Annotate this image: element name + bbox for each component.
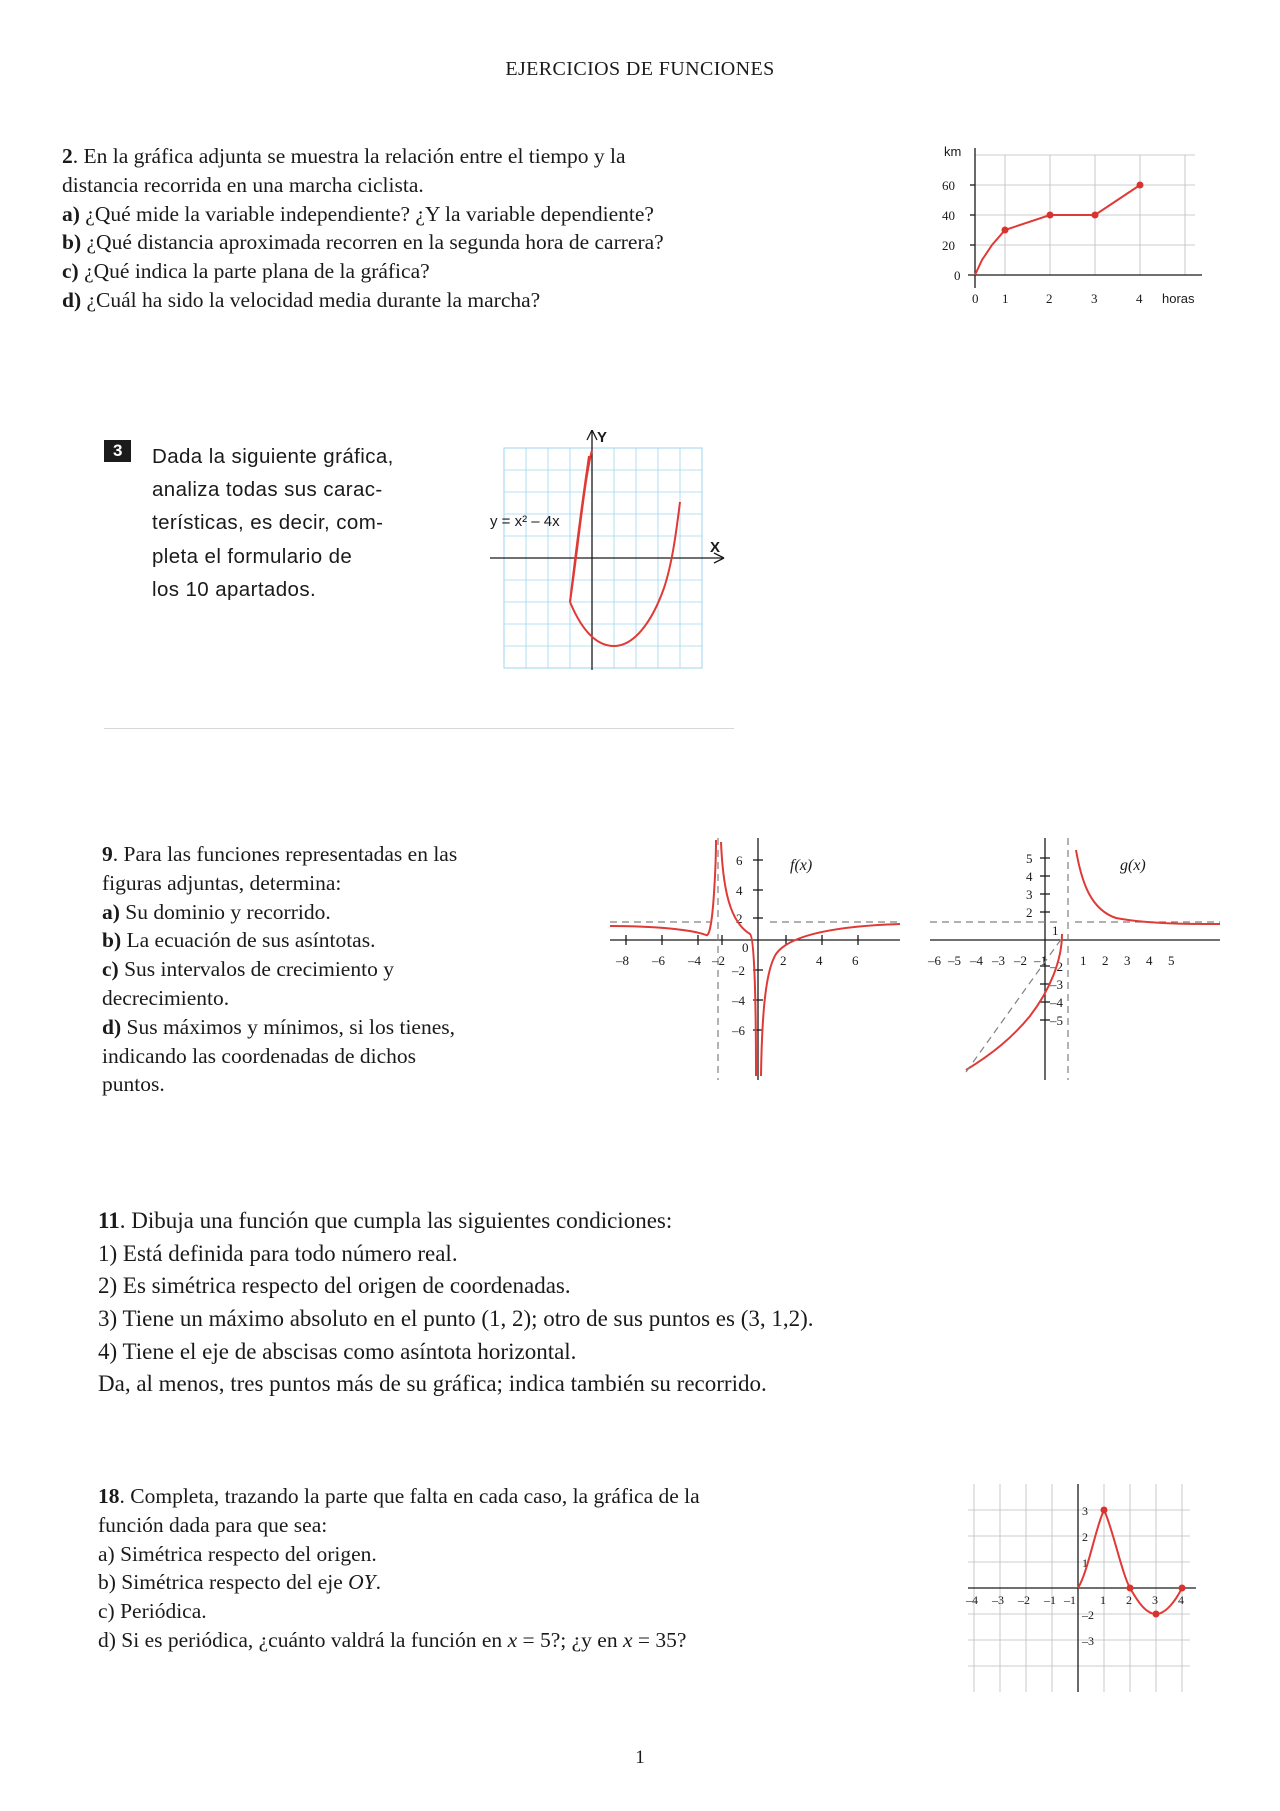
- exercise-9-item-d-text: Sus máximos y mínimos, si los tienes,: [126, 1014, 455, 1039]
- exercise-3-line-4: pleta el formulario de: [152, 544, 353, 568]
- exercise-11-item-3-label: 3): [98, 1305, 118, 1331]
- svg-text:3: 3: [1082, 1504, 1088, 1518]
- svg-text:2: 2: [1046, 291, 1053, 306]
- exercise-9-line-1: [102, 840, 572, 869]
- exercise-18-line-1: [98, 1482, 888, 1511]
- svg-text:Y: Y: [597, 430, 608, 446]
- page-number: 1: [635, 1747, 645, 1768]
- svg-text:2: 2: [780, 953, 787, 968]
- svg-text:1: 1: [1100, 1593, 1106, 1607]
- exercise-3-text: [152, 440, 462, 606]
- svg-text:6: 6: [852, 953, 859, 968]
- exercise-11-item-3: [98, 1303, 1178, 1336]
- svg-text:2: 2: [1102, 953, 1109, 968]
- exercise-2-item-b: [62, 228, 782, 257]
- exercise-9-item-d-cont1: indicando las coordenadas de dichos: [102, 1043, 417, 1068]
- exercise-9-item-c: [102, 955, 572, 984]
- exercise-18-statement-1: . Completa, trazando la parte que falta en cada caso, la gráfica de la: [119, 1484, 700, 1508]
- svg-text:–2: –2: [1014, 953, 1027, 968]
- svg-text:–6: –6: [732, 1023, 745, 1038]
- exercise-18-item-c-label: c): [98, 1599, 115, 1624]
- svg-text:–3: –3: [1082, 1634, 1094, 1648]
- svg-text:0: 0: [742, 940, 749, 955]
- svg-text:4: 4: [1146, 953, 1153, 968]
- svg-text:–1: –1: [1044, 1593, 1056, 1607]
- svg-text:4: 4: [1178, 1593, 1184, 1607]
- exercise-9-item-b-text: La ecuación de sus asíntotas.: [126, 928, 376, 953]
- exercise-11-item-4: [98, 1336, 1178, 1369]
- exercise-9-item-a-text: Su dominio y recorrido.: [125, 899, 331, 924]
- exercise-18-line-2: función dada para que sea:: [98, 1512, 328, 1537]
- exercise-3-figure: [484, 430, 744, 680]
- exercise-18-item-a-label: a): [98, 1541, 115, 1566]
- exercise-2-item-a-label: a): [62, 201, 80, 226]
- svg-text:–5: –5: [1050, 1013, 1063, 1028]
- exercise-18-figure: [950, 1478, 1230, 1708]
- svg-text:5: 5: [1026, 851, 1033, 866]
- svg-text:4: 4: [1136, 291, 1143, 306]
- exercise-11-closing: Da, al menos, tres puntos más de su gráfica; indica también su recorrido.: [98, 1371, 767, 1397]
- exercise-11-item-4-label: 4): [98, 1338, 118, 1364]
- exercise-9-text: [102, 840, 572, 1099]
- exercise-9-item-b-label: b): [102, 928, 122, 953]
- svg-text:g(x): g(x): [1120, 857, 1146, 874]
- exercise-11-item-1: [98, 1238, 1178, 1271]
- exercise-3-number: 3: [104, 440, 131, 462]
- exercise-18-item-d-tail2: = 35?: [632, 1627, 687, 1652]
- exercise-11-item-1-label: 1): [98, 1240, 118, 1266]
- exercise-9-item-b: [102, 926, 572, 955]
- exercise-2-number: 2: [62, 144, 73, 168]
- svg-text:–1: –1: [1034, 953, 1047, 968]
- exercise-18-item-c-text: Periódica.: [120, 1599, 207, 1624]
- svg-text:–1: –1: [1064, 1593, 1076, 1607]
- exercise-9-line-2: figuras adjuntas, determina:: [102, 870, 342, 895]
- exercise-11-line-1: [98, 1205, 1178, 1238]
- svg-text:3: 3: [1124, 953, 1131, 968]
- svg-text:1: 1: [1052, 923, 1059, 938]
- exercise-9-statement-1: . Para las funciones representadas en las: [112, 842, 458, 866]
- exercise-3-line-1: Dada la siguiente gráfica,: [152, 445, 394, 468]
- exercise-18-item-d-tail: = 5?; ¿y en: [517, 1627, 623, 1652]
- svg-text:–8: –8: [616, 953, 629, 968]
- exercise-9-item-d-label: d): [102, 1014, 122, 1039]
- svg-text:6: 6: [736, 853, 743, 868]
- exercise-18-item-d-italic: x: [507, 1627, 518, 1652]
- exercise-18-item-a-text: Simétrica respecto del origen.: [120, 1541, 377, 1566]
- svg-text:4: 4: [816, 953, 823, 968]
- svg-text:0: 0: [972, 291, 979, 306]
- exercise-3-line-2: analiza todas sus carac-: [152, 478, 383, 502]
- svg-text:–2: –2: [712, 953, 725, 968]
- exercise-2-line-1: [62, 142, 782, 171]
- exercise-11-item-2-label: 2): [98, 1273, 118, 1299]
- exercise-2-item-d-text: ¿Cuál ha sido la velocidad media durante la marcha?: [86, 287, 541, 312]
- document-header: EJERCICIOS DE FUNCIONES: [505, 58, 775, 80]
- svg-text:1: 1: [1080, 953, 1087, 968]
- exercise-9-figure-f: [590, 830, 920, 1120]
- svg-text:f(x): f(x): [790, 857, 813, 874]
- svg-text:–4: –4: [732, 993, 745, 1008]
- exercise-2-item-c: [62, 257, 782, 286]
- exercise-2-statement-1: . En la gráfica adjunta se muestra la relación entre el tiempo y la: [72, 144, 626, 168]
- svg-text:5: 5: [1168, 953, 1175, 968]
- exercise-2-item-c-label: c): [62, 259, 79, 284]
- exercise-11-intro: . Dibuja una función que cumpla las siguientes condiciones:: [119, 1208, 673, 1233]
- svg-text:4: 4: [1026, 869, 1033, 884]
- svg-text:–2: –2: [1018, 1593, 1030, 1607]
- exercise-18-number: 18: [98, 1484, 120, 1508]
- svg-text:3: 3: [1026, 887, 1033, 902]
- exercise-11-text: [98, 1205, 1178, 1401]
- exercise-11-item-2: [98, 1270, 1178, 1303]
- exercise-11-item-2-text: Es simétrica respecto del origen de coordenadas.: [122, 1273, 571, 1299]
- svg-text:60: 60: [942, 178, 955, 193]
- exercise-9-figure-g: [920, 830, 1250, 1120]
- exercise-18-item-d-label: d): [98, 1627, 116, 1652]
- svg-text:3: 3: [1152, 1593, 1158, 1607]
- svg-text:1: 1: [1002, 291, 1009, 306]
- svg-text:horas: horas: [1162, 291, 1195, 306]
- exercise-18-item-d-italic2: x: [622, 1627, 633, 1652]
- exercise-11-item-1-text: Está definida para todo número real.: [122, 1240, 458, 1266]
- svg-text:–5: –5: [948, 953, 961, 968]
- exercise-18-item-a: [98, 1540, 888, 1569]
- exercise-18-item-c: [98, 1597, 888, 1626]
- svg-text:–6: –6: [652, 953, 665, 968]
- exercise-9-number: 9: [102, 842, 113, 866]
- section-divider: [104, 728, 734, 729]
- exercise-2-text: [62, 142, 782, 315]
- exercise-2-item-b-text: ¿Qué distancia aproximada recorren en la segunda hora de carrera?: [86, 230, 664, 255]
- exercise-11-item-4-text: Tiene el eje de abscisas como asíntota horizontal.: [122, 1338, 577, 1364]
- svg-text:X: X: [710, 539, 721, 556]
- svg-text:–3: –3: [1050, 977, 1063, 992]
- svg-text:2: 2: [736, 911, 743, 926]
- svg-text:–6: –6: [928, 953, 941, 968]
- svg-text:–4: –4: [966, 1593, 978, 1607]
- exercise-18-item-d-text: Si es periódica, ¿cuánto valdrá la función en: [121, 1627, 508, 1652]
- exercise-9-item-d: [102, 1013, 572, 1042]
- exercise-3-line-5: los 10 apartados.: [152, 577, 317, 601]
- exercise-2-item-b-label: b): [62, 230, 82, 255]
- exercise-18-item-b-tail: .: [375, 1570, 381, 1595]
- svg-text:–2: –2: [1050, 959, 1063, 974]
- exercise-9-item-c-text: Sus intervalos de crecimiento y: [124, 957, 394, 982]
- svg-text:2: 2: [1082, 1530, 1088, 1544]
- exercise-9-item-a-label: a): [102, 899, 120, 924]
- svg-text:3: 3: [1091, 291, 1098, 306]
- exercise-9-item-d-cont2: puntos.: [102, 1072, 165, 1097]
- svg-text:–2: –2: [1082, 1608, 1094, 1622]
- exercise-2-item-c-text: ¿Qué indica la parte plana de la gráfica?: [84, 259, 430, 284]
- svg-text:2: 2: [1126, 1593, 1132, 1607]
- exercise-2-item-d: [62, 286, 782, 315]
- exercise-18-item-d: [98, 1626, 888, 1655]
- exercise-2-line-2: distancia recorrida en una marcha ciclista.: [62, 172, 424, 197]
- svg-text:0: 0: [954, 268, 961, 283]
- svg-text:–3: –3: [992, 1593, 1004, 1607]
- exercise-18-item-b-italic: OY: [348, 1570, 376, 1595]
- exercise-3-line-3: terísticas, es decir, com-: [152, 511, 384, 535]
- svg-text:–4: –4: [970, 953, 983, 968]
- exercise-2-item-a: [62, 200, 782, 229]
- exercise-18-text: [98, 1482, 888, 1655]
- svg-text:1: 1: [1082, 1556, 1088, 1570]
- svg-text:–3: –3: [992, 953, 1005, 968]
- svg-text:2: 2: [1026, 905, 1033, 920]
- exercise-3-block: [104, 430, 724, 680]
- exercise-2-item-d-label: d): [62, 287, 82, 312]
- svg-text:y = x² – 4x: y = x² – 4x: [490, 513, 560, 530]
- exercise-18-item-b: [98, 1568, 888, 1597]
- svg-text:–2: –2: [732, 963, 745, 978]
- exercise-11-number: 11: [98, 1208, 120, 1233]
- exercise-2-figure: [930, 140, 1220, 325]
- exercise-18-item-b-text: Simétrica respecto del eje: [121, 1570, 349, 1595]
- exercise-11-item-3-text: Tiene un máximo absoluto en el punto (1, 2); otro de sus puntos es (3, 1,2).: [122, 1305, 814, 1331]
- exercise-2-item-a-text: ¿Qué mide la variable independiente? ¿Y la variable dependiente?: [85, 201, 654, 226]
- exercise-9-item-a: [102, 898, 572, 927]
- svg-text:40: 40: [942, 208, 955, 223]
- exercise-9-item-c-cont: decrecimiento.: [102, 985, 230, 1010]
- svg-text:km: km: [944, 144, 962, 159]
- svg-text:20: 20: [942, 238, 955, 253]
- exercise-18-item-b-label: b): [98, 1570, 116, 1595]
- svg-text:4: 4: [736, 883, 743, 898]
- svg-text:–4: –4: [1050, 995, 1063, 1010]
- exercise-9-item-c-label: c): [102, 957, 119, 982]
- svg-text:–4: –4: [688, 953, 701, 968]
